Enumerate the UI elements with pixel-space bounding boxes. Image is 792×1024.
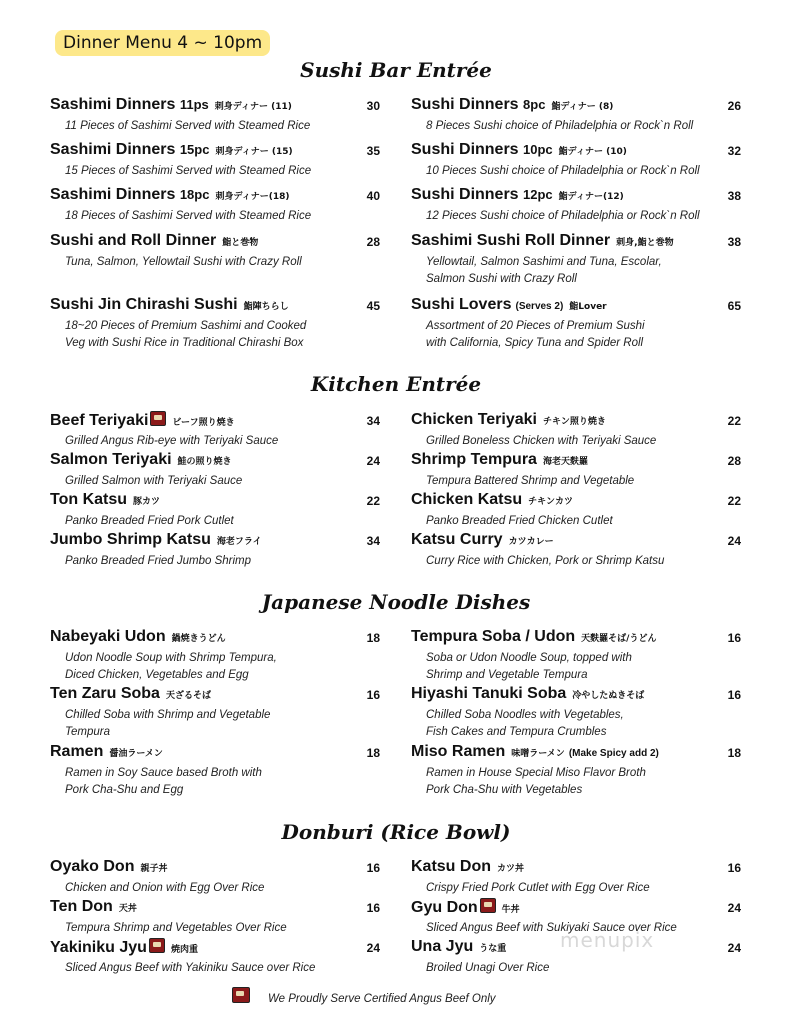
menu-item-description: 10 Pieces Sushi choice of Philadelphia or Rock`n Roll [426,165,700,177]
menu-item-name-text: Hiyashi Tanuki Soba [411,685,567,702]
menu-item-name-text: Sashimi Dinners [50,186,180,203]
menu-item [50,296,380,352]
angus-beef-icon [149,938,165,953]
menu-item-price: 28 [366,235,380,249]
menu-item-description: Panko Breaded Fried Jumbo Shrimp [65,555,252,567]
menu-item-japanese-name: 鮨Lover [569,302,607,312]
menu-item-description: Broiled Unagi Over Rice [426,962,550,974]
menu-item-name [411,685,566,702]
menu-item-price: 34 [366,414,380,428]
menu-item-price: 18 [366,631,380,645]
menu-item-name-text: Beef Teriyaki [50,412,149,429]
menu-item-name-text: Chicken Teriyaki [411,411,537,428]
menu-item [50,96,380,135]
menu-item-description: 12 Pieces Sushi choice of Philadelphia or Rock`n Roll [426,210,700,222]
menu-item-name-text: Jumbo Shrimp Katsu [50,531,211,548]
menu-item-japanese-name: 鮭の照り焼き [177,457,232,467]
menu-item-name-text: Ton Katsu [50,491,128,508]
menu-item-name [411,531,503,548]
menu-item [411,96,741,135]
menu-item-name-text: Sushi Jin Chirashi Sushi [50,296,238,313]
menu-item-row [411,232,741,254]
menu-item-row [411,531,741,553]
menu-hours-badge: Dinner Menu 4 ~ 10pm [55,30,270,56]
menu-item-price: 45 [366,299,380,313]
menu-item-description: Fish Cakes and Tempura Crumbles [426,726,607,738]
menu-item-description: Ramen in Soy Sauce based Broth with [65,767,262,779]
menu-item-price: 32 [727,144,741,158]
menu-item-japanese-name: ビーフ照り焼き [172,418,235,428]
angus-beef-icon [480,898,496,913]
menu-item [50,938,380,977]
menu-item-size: 18pc [179,187,210,202]
menu-item-price: 16 [727,688,741,702]
menu-item-price: 16 [366,688,380,702]
menu-item-price: 30 [366,99,380,113]
menu-item-description: Assortment of 20 Pieces of Premium Sushi [426,320,645,332]
menu-item [411,858,741,897]
menu-item-japanese-name: チキンカツ [528,497,574,507]
menu-item-name-text: Sushi and Roll Dinner [50,232,217,249]
menu-item-japanese-name: 冷やしたぬきそば [572,691,645,701]
menu-item-row [50,186,380,208]
menu-item-name-text: Ten Don [50,898,113,915]
menu-item-description: Veg with Sushi Rice in Traditional Chirashi Box [65,337,304,349]
menu-item-name [411,938,473,955]
menu-item-japanese-name: 鍋焼きうどん [171,634,226,644]
menu-item-japanese-name: 刺身ディナー (15) [215,147,293,157]
menu-item-row [50,491,380,513]
menu-item-name-text: Sashimi Sushi Roll Dinner [411,232,611,249]
menu-item-description: Chilled Soba Noodles with Vegetables, [426,709,624,721]
menu-item-name [50,858,134,875]
menu-item-name-text: Sushi Dinners [411,141,524,158]
menu-item-japanese-name: 鮨と巻物 [222,238,259,248]
menu-item-name [50,628,166,645]
menu-item-price: 34 [366,534,380,548]
menu-item-name [50,186,209,203]
menu-item-description: Pork Cha-Shu and Egg [65,784,184,796]
menu-item-price: 35 [366,144,380,158]
menu-item-name-text: Sashimi Dinners [50,96,180,113]
menu-item-row [411,296,741,318]
menu-item [50,141,380,180]
menu-item-row [50,898,380,920]
menu-item-description: with California, Spicy Tuna and Spider Roll [426,337,644,349]
menu-item-row [50,451,380,473]
menu-item-japanese-name: 鮨ディナー (8) [551,102,614,112]
menu-item-name-text: Yakiniku Jyu [50,939,147,956]
menu-item-japanese-name: 醤油ラーメン [109,749,163,759]
menu-item-price: 22 [366,494,380,508]
menu-item-name [50,96,209,113]
menu-item [411,491,741,530]
menu-item-name-text: Miso Ramen [411,743,506,760]
menu-item-row [50,685,380,707]
menu-item-row [50,296,380,318]
menu-item-name-text: Oyako Don [50,858,135,875]
menu-item-name [411,899,478,916]
menu-item-japanese-name: 海老フライ [216,537,262,547]
menu-item-name [50,685,160,702]
menu-item-japanese-name: 焼肉重 [170,945,198,955]
menu-item-description: Grilled Salmon with Teriyaki Sauce [65,475,243,487]
menu-item-description: 8 Pieces Sushi choice of Philadelphia or Rock`n Roll [426,120,694,132]
menu-item-japanese-name: 海老天麩羅 [542,457,588,467]
menu-item-name [411,186,553,203]
menu-item-price: 28 [727,454,741,468]
menu-item-name-text: Sushi Dinners [411,186,524,203]
menu-item-name-text: Una Jyu [411,938,474,955]
menu-item-description: Sliced Angus Beef with Sukiyaki Sauce over Rice [426,922,677,934]
menu-item [50,898,380,937]
menu-item-price: 38 [727,189,741,203]
menu-item-japanese-name: 天ざるそば [165,691,211,701]
menu-item-description: Salmon Sushi with Crazy Roll [426,273,577,285]
menu-item-japanese-name: うな重 [479,944,507,954]
menu-item-name-text: Sushi Lovers [411,296,512,313]
menu-item-description: Ramen in House Special Miso Flavor Broth [426,767,646,779]
menu-item-japanese-name: 豚カツ [133,497,161,507]
menu-item-description: Grilled Angus Rib-eye with Teriyaki Sauce [65,435,279,447]
menu-item-price: 24 [366,454,380,468]
menu-item-japanese-name: 刺身ディナー (11) [214,102,292,112]
menu-item-japanese-name: カツカレー [508,537,554,547]
menu-item-description: Panko Breaded Fried Chicken Cutlet [426,515,613,527]
menu-item-name-text: Ten Zaru Soba [50,685,160,702]
menu-item-description: Crispy Fried Pork Cutlet with Egg Over Rice [426,882,650,894]
menu-item-japanese-name: 味噌ラーメン [511,749,565,759]
menu-item [411,141,741,180]
menu-item [411,411,741,450]
menu-item-description: 15 Pieces of Sashimi Served with Steamed Rice [65,165,312,177]
menu-item-description: 11 Pieces of Sashimi Served with Steamed Rice [65,120,311,132]
menu-item-description: Shrimp and Vegetable Tempura [426,669,588,681]
menu-item [50,186,380,225]
menu-item-japanese-name: 牛丼 [501,905,520,915]
menu-item [50,531,380,570]
menu-item-name-text: Katsu Curry [411,531,503,548]
menu-item [50,232,380,271]
menu-item-name-text: Ramen [50,743,104,760]
menu-item [50,628,380,684]
section-title-kitchen: Kitchen Entrée [310,372,482,396]
menu-item-name [411,232,610,249]
menu-item [411,685,741,741]
menu-item-japanese-name: 親子丼 [140,864,168,874]
menu-item-japanese-name: 鮨ディナー (10) [558,147,627,157]
watermark: menupix [560,928,655,952]
menu-item-name [50,451,172,468]
menu-item-name-text: Sushi Dinners [411,96,524,113]
footer-note [230,987,496,1005]
menu-item-name [411,491,522,508]
menu-item-japanese-name: 刺身ディナー(18) [215,192,290,202]
menu-item [50,411,380,450]
menu-item [50,491,380,530]
menu-item-japanese-name: 天丼 [118,904,137,914]
menu-item-name [50,491,127,508]
menu-item-price: 24 [366,941,380,955]
menu-item-description: Yellowtail, Salmon Sashimi and Tuna, Escolar, [426,256,662,268]
menu-item-size: 12pc [523,187,553,202]
menu-item-price: 40 [366,189,380,203]
menu-item-row [411,141,741,163]
menu-item [411,628,741,684]
menu-item-price: 18 [727,746,741,760]
menu-item [411,531,741,570]
menu-item-description: Curry Rice with Chicken, Pork or Shrimp Katsu [426,555,665,567]
menu-item-name [411,743,505,760]
menu-item-description: 18 Pieces of Sashimi Served with Steamed Rice [65,210,312,222]
menu-item-price: 65 [727,299,741,313]
section-title-noodle: Japanese Noodle Dishes [261,590,531,614]
menu-item-description: Udon Noodle Soup with Shrimp Tempura, [65,652,277,664]
menu-item-name-text: Sashimi Dinners [50,141,180,158]
menu-item-row [50,531,380,553]
menu-item-description: Chilled Soba with Shrimp and Vegetable [65,709,271,721]
menu-item-japanese-name: カツ丼 [497,864,525,874]
menu-item [411,186,741,225]
menu-item-japanese-name: チキン照り焼き [542,417,606,427]
menu-item-row [50,141,380,163]
menu-item-description: Pork Cha-Shu with Vegetables [426,784,583,796]
menu-item-description: Tempura Battered Shrimp and Vegetable [426,475,635,487]
menu-item-price: 18 [366,746,380,760]
menu-item-name [50,296,238,313]
menu-item-size: 11ps [179,97,209,112]
menu-item-description: Sliced Angus Beef with Yakiniku Sauce over Rice [65,962,316,974]
menu-item-size: 15pc [179,142,210,157]
menu-item-name [50,939,147,956]
menu-item-row [411,685,741,707]
menu-item-row [411,858,741,880]
menu-item-description: Diced Chicken, Vegetables and Egg [65,669,249,681]
menu-item-row [411,628,741,650]
menu-item-name [411,451,537,468]
menu-item-price: 24 [727,534,741,548]
menu-item-name [411,141,553,158]
menu-item-price: 16 [727,631,741,645]
menu-item-price: 24 [727,941,741,955]
menu-item-price: 26 [727,99,741,113]
menu-item-row [411,451,741,473]
menu-item-size: 10pc [523,142,553,157]
menu-item [50,451,380,490]
menu-item-row [50,938,380,960]
menu-item-name [411,858,491,875]
menu-item-name [411,96,545,113]
menu-item-row [411,186,741,208]
menu-item-price: 22 [727,494,741,508]
menu-item-name-text: Katsu Don [411,858,491,875]
menu-item-name [50,141,209,158]
menu-item-description: Soba or Udon Noodle Soup, topped with [426,652,632,664]
menu-item [50,743,380,799]
menu-item-price: 22 [727,414,741,428]
menu-item-name-text: Nabeyaki Udon [50,628,166,645]
menu-item-price: 16 [727,861,741,875]
menu-item-price: 16 [366,861,380,875]
menu-item-japanese-name: 鮨陣ちらし [243,302,289,312]
menu-item-row [411,411,741,433]
menu-item [50,685,380,741]
menu-item-japanese-name: 鮨ディナー(12) [558,192,624,202]
menu-item-description: Tuna, Salmon, Yellowtail Sushi with Crazy Roll [65,256,302,268]
menu-item-name [50,531,211,548]
menu-item-description: Tempura Shrimp and Vegetables Over Rice [65,922,287,934]
menu-item [411,296,741,352]
menu-item-name-text: Shrimp Tempura [411,451,537,468]
menu-item [50,858,380,897]
menu-item-name [411,296,511,313]
menu-item [411,232,741,288]
menu-item [411,451,741,490]
section-title-sushi: Sushi Bar Entrée [300,58,492,82]
menu-item-name [50,412,148,429]
menu-item-note: (Make Spicy add 2) [568,748,659,759]
footer-note-text: We Proudly Serve Certified Angus Beef Only [268,993,496,1005]
menu-item [411,743,741,799]
menu-item-description: Chicken and Onion with Egg Over Rice [65,882,265,894]
menu-item-note: (Serves 2) [515,301,564,312]
menu-item-row [411,898,741,920]
menu-item-price: 16 [366,901,380,915]
menu-item-name [411,628,575,645]
menu-item-name [50,743,103,760]
angus-beef-icon [150,411,166,426]
menu-item-row [50,232,380,254]
menu-item-row [411,743,741,765]
menu-item-name-text: Salmon Teriyaki [50,451,172,468]
menu-item-row [50,628,380,650]
menu-item-price: 24 [727,901,741,915]
menu-item-name [50,898,113,915]
menu-item-size: 8pc [523,97,546,112]
menu-item-row [50,858,380,880]
menu-item-price: 38 [727,235,741,249]
menu-item-row [50,96,380,118]
menu-item-row [50,411,380,433]
menu-item-description: Grilled Boneless Chicken with Teriyaki Sauce [426,435,657,447]
menu-item-japanese-name: 天麩羅そば/うどん [581,634,657,644]
menu-item-name-text: Chicken Katsu [411,491,523,508]
menu-item-name [50,232,216,249]
section-title-donburi: Donburi (Rice Bowl) [281,820,511,844]
menu-item-name-text: Gyu Don [411,899,478,916]
menu-item-row [50,743,380,765]
menu-item-name [411,411,537,428]
menu-item-japanese-name: 刺身,鮨と巻物 [616,238,674,248]
menu-item-description: Panko Breaded Fried Pork Cutlet [65,515,234,527]
menu-item-row [411,96,741,118]
menu-item-row [411,491,741,513]
menu-item-description: Tempura [65,726,110,738]
menu-item-name-text: Tempura Soba / Udon [411,628,576,645]
angus-beef-icon [232,987,250,1003]
menu-item-description: 18~20 Pieces of Premium Sashimi and Cooked [65,320,307,332]
